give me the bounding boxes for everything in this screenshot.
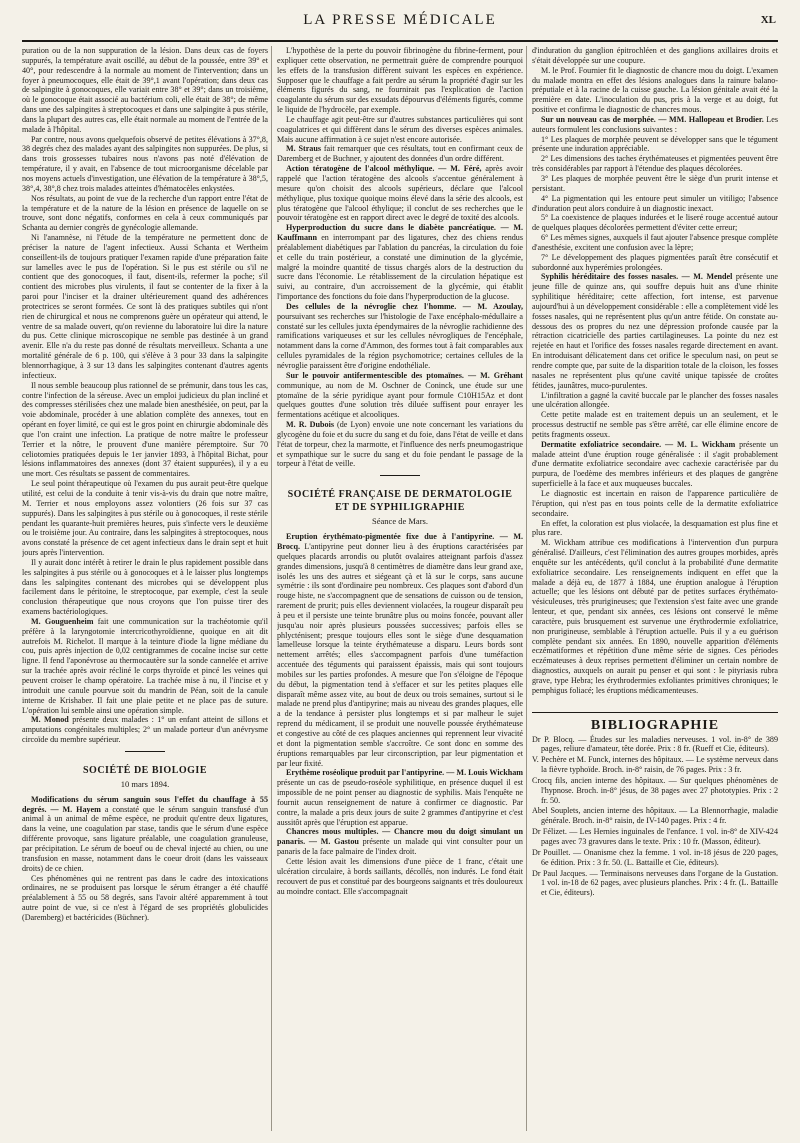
session-date: Séance de Mars. [372, 516, 428, 527]
paragraph: Par contre, nous avons quelquefois observé de petites élévations à 37°,8, 38 degrés chez des malades ayant des salpingites non suppurées. De plus, si dans trois grossesses tubaires nous n'avons pas noté d'élévation de température, il y avait, en l'absence de tout microorganisme décelable par nos moyens actuels d'investigation, une élévation de la température à 38°,5, 38°,4, 38°,8 chez trois malades atteintes d'hématocèles enkystées. [22, 134, 268, 193]
paragraph-text: fait remarquer que ces résultats, tout en confirmant ceux de Daremberg et de Buchner, y ajoutent des données d'un ordre différent. [277, 144, 523, 164]
column-rule [526, 46, 527, 1131]
paragraph-text: présente un malade qui vint consulter pour un panaris de la face palmaire de l'index droit. [277, 837, 523, 857]
author-name: M. Monod [31, 715, 69, 725]
paragraph: puration ou de la non suppuration de la lésion. Dans deux cas de foyers suppurés, la température avait oscillé, au début de la poussée, entre 39° et 40°, pour redescendre à la normale au moment de l'intervention; dans un foyer à pneumocoques, elle était de 39°,1 avant l'opération; dans deux cas de salpingite à gonocoques, elle variait entre 38° et 39°; dans un troisième, où le gonocoque était associé au bactérium coli, elle était de 38°; de même dans une des salpingites à streptocoques et dans une salpingite à pus stérile, dans la plupart des autres cas, elle était normale au moment de l'entrée de la malade à l'hôpital. [22, 46, 268, 134]
column-3 [532, 46, 778, 1131]
column-rule [271, 46, 272, 1131]
paragraph [532, 272, 778, 390]
paragraph: Ni l'anamnèse, ni l'étude de la température ne permettent donc de préciser la nature de l'agent infectieux. Aussi Schanta et Wertheim conseillent-ils de toujours pratiquer l'examen rapide d'une préparation faite sur lamelles avec le pus de l'opération. Si le pus est stérile ou s'il ne contient que des gonocoques, il faut, disent-ils, refermer la poche; s'il contient des microbes plus virulents, il faut se contenter de la fixer à la paroi pour l'inciser et la drainer ultérieurement quand des adhérences protectrices se seront formées. Ce sont là des pratiques subtiles qui n'ont rien de chirurgical et nous ne comprenons guère un opérateur qui attend, le ventre de sa malade ouvert, qu'on revienne du laboratoire lui dire la nature du pus. Cette clinique microscopique ne semble pas destinée à un grand avenir. Elle n'a du reste pas donné de résultats merveilleux. Schanta a une mortalité générale de 6 p. 100, qui s'élève à 3 pour 33 dans la salpingite blennorrhagique, à 3 sur 13 dans les salpingites contenant d'autres agents infectieux. [22, 233, 268, 380]
bibliography-entry: Dr P. Blocq. — Études sur les maladies nerveuses. 1 vol. in-8° de 389 pages, reliure d'amateur, tête dorée. Prix : 8 fr. (Rueff et Cie, éditeurs). [532, 734, 778, 754]
section-divider [380, 475, 420, 476]
column-2 [277, 46, 523, 1131]
article-heading: Modifications du sérum sanguin sous l'effet du chauffage à 55 degrés. — M. Hayem [22, 794, 268, 814]
paragraph [277, 420, 523, 469]
list-item: 7° Le développement des plaques pigmentées paraît être consécutif et subordonné aux hyperémies prolongées. [532, 252, 778, 272]
section-title: ET DE SYPHILIGRAPHIE [335, 502, 465, 514]
bibliography-entry: V. Pechère et M. Funck, internes des hôpitaux. — Le système nerveux dans la fièvre typhoïde. Broch. in-8° raisin, de 76 pages. Prix : 3 fr. [532, 755, 778, 775]
bibliography-title: BIBLIOGRAPHIE [532, 712, 778, 731]
paragraph-text: présente deux malades : 1° un enfant atteint de sillons et amputations congénitales multiples; 2° un malade porteur d'un anévrysme circoïde du membre supérieur. [22, 715, 268, 745]
paragraph-text: (de Lyon) envoie une note concernant les variations du glycogène du foie et du sucre du sang et du foie, dans l'état de veille et dans l'état de torpeur, chez la marmotte, et l'influence des nerfs pneumogastrique et sympathique sur le sucre du sang et du foie pendant le passage de la torpeur à l'état de veille. [277, 420, 523, 469]
paragraph [277, 768, 523, 827]
paragraph: Le seul point thérapeutique où l'examen du pus aurait peut-être quelque utilité, est celui de la conduite à tenir vis-à-vis du drain que notre maître, M. Terrier et nous employons assez volontiers (26 fois sur 37 cas suppurés). Dans les salpingites à pus stérile ou à gonocoques, il reste stérile pendant les quarante-huit premières heures, puis s'infecte vers le deuxième ou le troisième jour. Au contraire, dans les salpingites à streptocoques, nous avons constaté la présence de cet agent infectieux dans le drain sept et huit jours après l'intervention. [22, 479, 268, 558]
page-number: XL [760, 14, 776, 26]
article-heading: Sur le pouvoir antifermentescible des ptomaïnes. — M. Gréhant [286, 370, 523, 380]
paragraph: Le chauffage agit peut-être sur d'autres substances particulières qui sont coagulatrices et qui diffèrent dans le sérum des diverses espèces animales. Mais aucune affirmation à ce sujet n'est encore autorisée. [277, 114, 523, 144]
article-heading: Sur un nouveau cas de morphée. — MM. Hallopeau et Brodier. [541, 114, 764, 124]
paragraph-text: en interrompant par des ligatures, chez des chiens rendus préalablement diabétiques par l'ablation du pancréas, la circulation du foie et celle du train postérieur, a constaté une diminution de la glycémie, malgré la moindre quantité de tissus chargés alors de la destruction du sucre dans l'économie. Le rétablissement de la circulation hépatique est suivi, au contraire, d'un accroissement de la glycémie, qui établit l'importance des fonctions du foie dans l'hyperproduction de la glucose. [277, 233, 523, 302]
section-divider [125, 751, 165, 752]
paragraph: Cette petite malade est en traitement depuis un an seulement, et le processus destructif ne semble pas s'être arrêté, car elle élimine encore de petits fragments osseux. [532, 410, 778, 439]
list-item: 1° Les plaques de morphée peuvent se développer sans que le tégument présente une induration appréciable. [532, 134, 778, 154]
paragraph: En effet, la coloration est plus violacée, la desquamation est plus fine et plus rare. [532, 518, 778, 538]
article-heading: Dermatite exfoliatrice secondaire. — M. L. Wickham [541, 439, 736, 449]
article-heading: Chancres mous multiples. — Chancre mou du doigt simulant un panaris. — M. Gastou [277, 827, 523, 847]
bibliography-entry: Dr Paul Jacques. — Terminaisons nerveuses dans l'organe de la Gustation. 1 vol. in-18 de 62 pages, avec plusieurs planches. Prix : 4 fr. (L. Battaille et Cie, éditeurs). [532, 868, 778, 898]
paragraph: Il nous semble beaucoup plus rationnel de se prémunir, dans tous les cas, contre l'infection de la séreuse. Avec un emploi judicieux du plan incliné et des compresses stérilisées chez une malade bien anesthésiée, on peut, par la voie abdominale, procéder à une ablation complète des annexes, tout en opérant en foyer limité, ce qui est le gros point en chirurgie abdominale dès que l'on craint une infection. La pratique de notre maître le professeur Terrier et la nôtre, le prouvent d'une manière péremptoire. Sur 70 celiotomies pratiquées depuis le 1er janvier 1893, à l'hôpital Bichat, pour lésions inflammatoires des annexes (dont 37 étaient suppurées), il y a eu une mort. Ces résultats se passent de commentaires. [22, 380, 268, 479]
paragraph: Il y aurait donc intérêt à retirer le drain le plus rapidement possible dans les salpingites à pus stérile ou à gonocoques et à le laisser plus longtemps dans les salpingites contenant des microbes qui se développent plus facilement dans le péritoine, le streptocoque, par exemple, c'est la seule conclusion thérapeutique que nous croyons que l'on puisse tirer des examens bactériologiques. [22, 557, 268, 617]
list-item: 5° La coexistence de plaques indurées et le liseré rouge accentué autour de quelques plaques décolorées permettent d'éviter cette erreur; [532, 213, 778, 233]
paragraph: L'hypothèse de la perte du pouvoir fibrinogène du fibrine-ferment, pour expliquer cette observation, ne permettrait guère de comprendre pourquoi les effets de la transfusion diffèrent suivant les espèces en expérience. Supposer que le chauffage a fait perdre au sérum la propriété d'agir sur les éléments figurés du sang, ne fournirait pas l'explication de l'action coagulante du sérum sur des exsudats dépourvus d'éléments figurés, comme le liquide de l'hydrocèle, par exemple. [277, 46, 523, 115]
paragraph [277, 371, 523, 420]
bibliography-list [532, 735, 778, 899]
paragraph: M. le Prof. Fournier fit le diagnostic de chancre mou du doigt. L'examen du malade montra en effet des lésions analogues dans la rainure balano-préputiale et à la racine de la cuisse gauche. La lésion génitale avait été la première en date. L'inoculation du pus, pris à la verge et au doigt, fut positive et confirma le diagnostic de chancres mous. [532, 65, 778, 115]
article-heading: Hyperproduction du sucre dans le diabète pancréatique. — M. Kauffmann [277, 223, 523, 243]
section-title: SOCIÉTÉ FRANÇAISE DE DERMATOLOGIE [287, 489, 513, 501]
paragraph [532, 115, 778, 135]
section-title: SOCIÉTÉ DE BIOLOGIE [83, 764, 207, 776]
paragraph [22, 617, 268, 715]
paragraph-text: fait une communication sur la trachéotomie qu'il préfère à la laryngotomie intercricothyroïdienne, quoique en ait dit autrefois M. Richelot. Il marque à la teinture d'iode la ligne médiane du cou, puis après injection de 0,02 centigrammes de cocaïne incise sur cette ligne. Il fend l'aponévrose au thermocautère sur la sonde cannelée et arrive sur la trachée après avoir récliné le corps thyroïde et pincé les veines qui peuvent croiser le champ opératoire. La trachée mise à nu, il l'incise et y introduit une canule pourvue soit du mandrin de Péan, soit de la canule interne de Krishaber. Il fait une plaie petite et ne place pas de suture. L'opération lui semble ainsi une opération simple. [22, 616, 268, 715]
paragraph: Ces phénomènes qui ne rentrent pas dans le cadre des intoxications ordinaires, ne se produisent pas lorsque le sérum étranger a été chauffé préalablement à 55 ou 58 degrés, sans l'avoir altéré apparemment à tout autre point de vue, si ce n'est à l'égard de ses propriétés globulicides (Daremberg) et bactéricides (Büchner). [22, 873, 268, 922]
column-1 [22, 46, 268, 1131]
paragraph [22, 715, 268, 745]
paragraph [277, 223, 523, 302]
bibliography-entry: Dr Félizet. — Les Hernies inguinales de l'enfance. 1 vol. in-8° de XIV-424 pages avec 73 gravures dans le texte. Prix : 10 fr. (Masson, éditeur). [532, 827, 778, 846]
paragraph [277, 827, 523, 857]
paragraph-text: communique, au nom de M. Oschner de Coninck, une étude sur une ptomaïne de la série pyridique ayant pour formule C10H15Az et dont quelques gouttes d'une solution très diluée suffisent pour enrayer les fermentations acétique et alcooliques. [277, 380, 523, 420]
list-item: 4° La pigmentation qui les entoure peut simuler un vitiligo; l'absence d'induration peut alors conduire à un diagnostic inexact. [532, 193, 778, 213]
paragraph: L'infiltration a gagné la cavité buccale par le plancher des fosses nasales une ulcération allongée. [532, 390, 778, 410]
article-heading: Des cellules de la névroglie chez l'homme. — M. Azoulay, [286, 301, 523, 311]
page-header [22, 10, 778, 42]
author-name: M. Gouguenheim [31, 616, 94, 626]
article-heading: Action tératogène de l'alcool méthylique. — M. Féré, [286, 164, 482, 174]
author-name: M. R. Dubois [286, 420, 334, 430]
author-name: M. Straus [286, 144, 321, 154]
paragraph [277, 532, 523, 768]
paragraph [277, 144, 523, 164]
list-item: 3° Les plaques de morphée peuvent être le siège d'un prurit intense et persistant. [532, 173, 778, 193]
paragraph [277, 302, 523, 371]
list-item: 2° Les dimensions des taches érythémateuses et pigmentées peuvent être très considérables par rapport à l'étendue des plaques décolorées. [532, 154, 778, 174]
paragraph: Le diagnostic est incertain en raison de l'apparence particulière de l'éruption, qui n'est pas en tous points celle de la dermatite exfoliatrice secondaire. [532, 488, 778, 518]
session-date: 10 mars 1894. [120, 778, 170, 789]
paragraph-text: présente une jeune fille de quinze ans, qui souffre depuis huit ans d'une rhinite syphilitique héréditaire; cette affection, fort intense, est parvenue aujourd'hui à un développement considérable : elle a complètement vidé les fosses nasales, qui ne représentent plus qu'un antre fétide. On constate au-dessous des os propres du nez une dépression profonde causée par la rétraction cicatricielle des parties cartilagineuses. La pointe du nez est rejetée en haut et l'orifice des fosses nasales regarde directement en avant. En introduisant délicatement dans cet orifice le speculum nasi, on peut se rendre compte que, par suite de la disparition totale de la cloison, les fosses nasales ne représentent plus qu'une cavité unique tapissée de croûtes fétides, jaunâtres, muco-purulentes. [532, 272, 778, 390]
article-heading: Syphilis héréditaire des fosses nasales. — M. Mendel [541, 272, 733, 282]
article-heading: Erythème roséolique produit par l'antipyrine. — M. Louis Wickham [286, 768, 523, 778]
paragraph: d'induration du ganglion épitrochléen et des ganglions axillaires droits et s'était développée sur une coupure. [532, 46, 778, 65]
paragraph: Cette lésion avait les dimensions d'une pièce de 1 franc, c'était une ulcération circulaire, à bords saillants, décollés, non indurés. Le fond était recouvert de pus et constitué par des bourgeons saignants et très douloureux au moindre contact. Elle s'accompagnait [277, 856, 523, 896]
article-heading: Eruption érythémato-pigmentée fixe due à l'antipyrine. — M. Brocq. [277, 532, 523, 551]
list-item: 6° Les mêmes signes, auxquels il faut ajouter l'absence presque complète d'anesthésie, excitent une confusion avec la lèpre; [532, 233, 778, 252]
bibliography-entry: Dr Pouillet. — Onanisme chez la femme. 1 vol. in-18 jésus de 220 pages, 6e édition. Prix : 3 fr. 50. (L. Battaille et Cie, éditeurs). [532, 847, 778, 867]
paragraph-text: après avoir rappelé que l'action tératogène des alcools s'accentue généralement à mesure qu'on choisit des alcools supérieurs, déclare que l'alcool méthylique, plus toxique quoique moins élevé dans la série des alcools, est plus tératogène que l'alcool éthylique; il conclut de ses recherches que le pouvoir tératogène est en rapport direct avec le degré de toxité des alcools. [277, 164, 523, 223]
paragraph-text: présente un cas de pseudo-roséole syphilitique, en présence duquel il est impossible de ne point penser au diagnostic de syphilis. Mais l'enquête ne fournit aucun renseignement de nature à confirmer ce diagnostic. Par contre, la malade a pris deux jours de suite 2 grammes d'antipyrine et c'est aussitôt après que l'éruption est apparue. [277, 778, 523, 827]
paragraph: M. Wickham attribue ces modifications à l'intervention d'un purpura généralisé. D'ailleurs, c'est l'élimination des autres groupes morbides, après enquête sur les antécédents, qu'il conclut à la probabilité d'une dermatite exfoliatrice secondaire. Les renseignements indiquent en effet que la malade a déjà eu, de 1877 à 1884, une éruption analogue à l'éruption actuelle; que les lésions ont débuté par de petites surfaces érythémato-vésiculeuses, très prurigineuses; que l'extension s'est faite avec une grande lenteur, et que, pendant six années, ces lésions ont conservé le même caractère, puis brusquement est survenue une érythrodermie exfoliatrice, non prurigineuse, semblable à l'éruption actuelle. Puis il y a eu guérison complète pendant six années. En 1890, nouvelle apparition d'éléments eczématiformes et répétition d'une même série de signes. Ces périodes eczémateuses à deux reprises permettent d'éliminer un certain nombre de diagnostics, auxquels on aurait pu penser et qui sont : le pityriasis rubra grave, type Hebra; les érythrodermies exfoliantes primitives chroniques; le pemphigus foliacé; les éruptions médicamenteuses. [532, 538, 778, 695]
paragraph: Nos résultats, au point de vue de la recherche d'un rapport entre l'état de la température et de la nature de la lésion en présence de laquelle on se trouve, sont donc négatifs, conformes en cela à ceux communiqués par Schanta au dernier congrès de gynécologie allemande. [22, 193, 268, 233]
paragraph [22, 795, 268, 874]
bibliography-entry: Crocq fils, ancien interne des hôpitaux. — Sur quelques phénomènes de l'hypnose. Broch. in-8° jésus, de 38 pages avec 27 phototypies. Prix : 2 fr. 50. [532, 775, 778, 805]
paragraph-text: Les auteurs formulent les conclusions suivantes : [532, 114, 778, 134]
journal-title: LA PRESSE MÉDICALE [303, 12, 497, 28]
paragraph [277, 164, 523, 223]
paragraph-text: présente un malade atteint d'une éruption rouge généralisée : il s'agit probablement d'une dermatite exfoliatrice secondaire avec cachexie caractérisée par du purpura, de l'oedème des membres inférieurs et des plaques de gangrène superficielle à la face et aux muqueuses buccales. [532, 439, 778, 489]
paragraph-text: poursuivant ses recherches sur l'histologie de l'axe encéphalo-médullaire a constaté sur les cellules juxta épendymaires de la névroglie rachidienne des ramifications variqueuses et sur les cellules névrogliques de l'encéphale, notamment dans la corne d'Ammon, des formes tout à fait comparables aux cellules pyramidales de la région psychomotrice; certaines cellules de la névroglie paraissent être d'origine endothéliale. [277, 311, 523, 370]
paragraph-text: a constaté que le sérum sanguin transfusé d'un animal à un animal de même espèce, ne produit qu'entre deux ligatures, dans la veine, une coagulation par stase, tandis que le sérum d'une espèce différente provoque, sans ligature préalable, une coagulation granuleuse, par précipitation. Le sérum de boeuf ou de cheval injecté au chien, ou une transfusion en masse, notamment dans le coeur droit (dans les vaisseaux droits) de ce chien. [22, 804, 268, 873]
bibliography-entry: Abel Souplets, ancien interne des hôpitaux. — La Blennorrhagie, maladie générale. Broch. in-8° raisin, de IV-140 pages. Prix : 4 fr. [532, 806, 778, 826]
paragraph-text: L'antipyrine peut donner lieu à des éruptions caractérisées par quelques placards arrondis ou plutôt ovalaires atteignant parfois d'assez grandes dimensions, jusqu'à 8 centimètres de diamètre dans leur grand axe, isolés les uns des autres et siégeant çà et là sur le corps, sans aucune symétrie : ils sont d'ordinaire peu nombreux. Ces plaques sont d'abord d'un rouge histe, ne s'accompagnent que de sensations de cuisson ou de tension, rarement de prurit; puis elles deviennent violacées, la rougeur disparaît peu à peu et il persiste une teinte brunâtre plus ou moins foncée, pouvant aller jusqu'au noir après plusieurs poussées successives; parfois elles se phlycténisent; presque toujours elles sont le siège d'une desquamation lamelleuse lorsque la teinte érythémateuse a disparu. Leurs bords sont nettement arrêtés; elles s'accompagnent parfois d'une tuméfaction accentuée des téguments qui paraissent épaissis, mais qui sont toujours mobiles sur les parties profondes. A mesure que l'on s'éloigne de l'époque du début, la pigmentation tend à s'effacer et sur les petites plaques elle disparaît même assez vite, au bout de deux ou trois semaines, surtout si le malade ne prend plus d'antipyrine; mais au niveau des grandes plaques, elle a de la tendance à persister plus longtemps et si par malheur le sujet reprend du médicament, il se produit une nouvelle poussée érythémateuse et congestive au côté de ces plaques anciennes qui reprennent leur vivacité et dont la pigmentation semble s'accroître. Ce sont donc en somme des éruptions remarquables par leur circonscription, par leur pigmentation et par leur fixité. [277, 541, 523, 768]
paragraph [532, 440, 778, 489]
